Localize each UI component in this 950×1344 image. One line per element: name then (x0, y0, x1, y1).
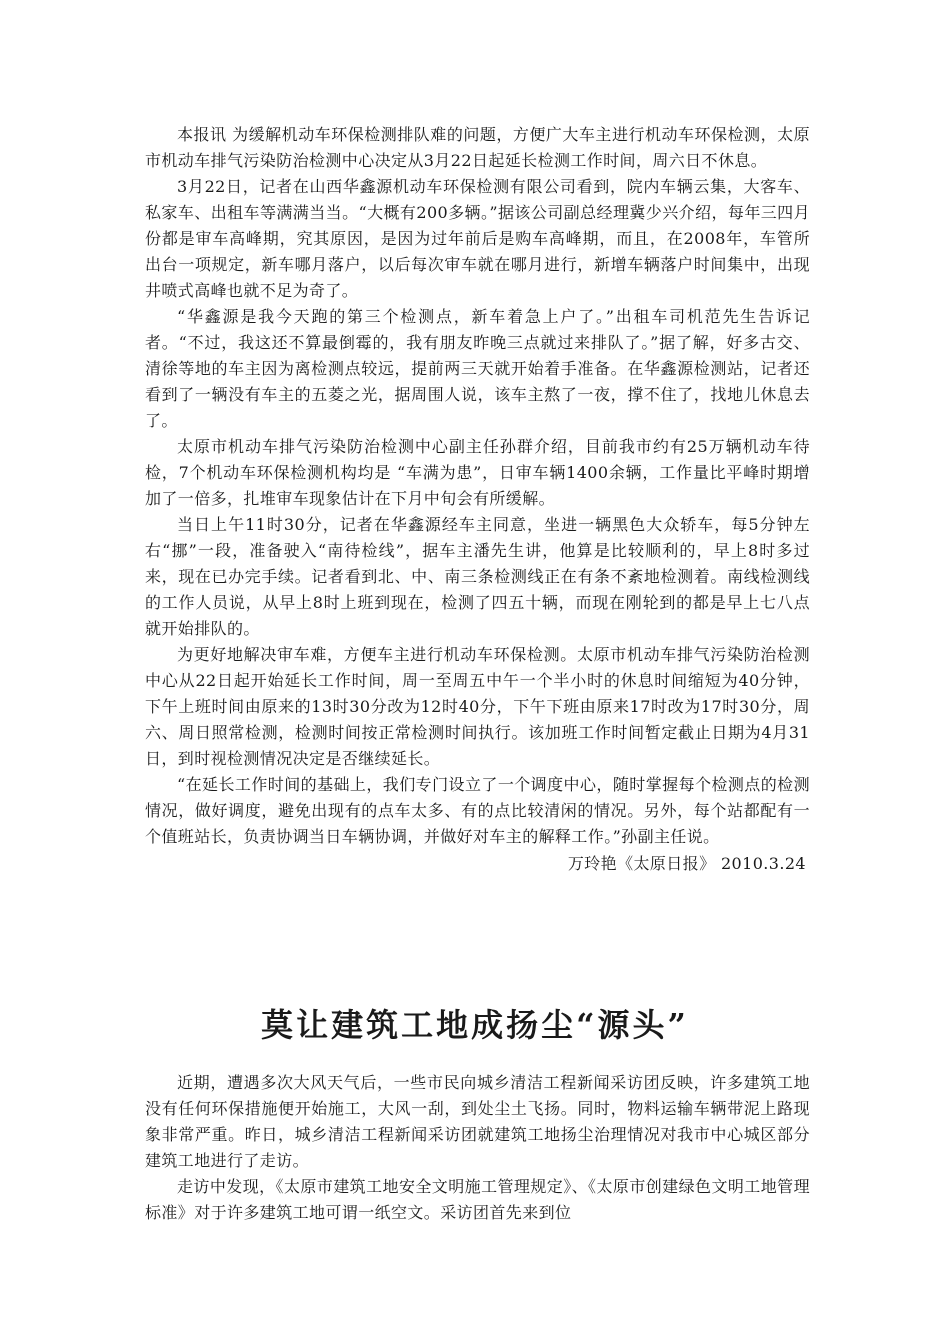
article-construction-dust (145, 1070, 810, 1226)
paragraph: 本报讯 为缓解机动车环保检测排队难的问题，方便广大车主进行机动车环保检测，太原市机动车排气污染防治检测中心决定从3月22日起延长检测工作时间，周六日不休息。 (145, 125, 810, 170)
paragraph: 太原市机动车排气污染防治检测中心副主任孙群介绍，目前我市约有25万辆机动车待检，7个机动车环保检测机构均是 “车满为患”，日审车辆1400余辆，工作量比平峰时期增加了一倍多，扎堆审车现象估计在下月中旬会有所缓解。 (145, 437, 810, 508)
paragraph: 走访中发现，《太原市建筑工地安全文明施工管理规定》、《太原市创建绿色文明工地管理标准》对于许多建筑工地可谓一纸空文。采访团首先来到位 (145, 1177, 810, 1222)
paragraph: 3月22日，记者在山西华鑫源机动车环保检测有限公司看到，院内车辆云集，大客车、私家车、出租车等满满当当。“大概有200多辆。”据该公司副总经理冀少兴介绍，每年三四月份都是审车高峰期，究其原因，是因为过年前后是购车高峰期，而且，在2008年，车管所出台一项规定，新车哪月落户，以后每次审车就在哪月进行，新增车辆落户时间集中，出现井喷式高峰也就不足为奇了。 (145, 177, 810, 300)
paragraph: “在延长工作时间的基础上，我们专门设立了一个调度中心，随时掌握每个检测点的检测情况，做好调度，避免出现有的点车太多、有的点比较清闲的情况。另外，每个站都配有一个值班站长，负责协调当日车辆协调，并做好对车主的解释工作。”孙副主任说。 (145, 775, 810, 846)
paragraph: 当日上午11时30分，记者在华鑫源经车主同意，坐进一辆黑色大众轿车，每5分钟左右“挪”一段，准备驶入“南待检线”，据车主潘先生讲，他算是比较顺利的，早上8时多过来，现在已办完手续。记者看到北、中、南三条检测线正在有条不紊地检测着。南线检测线的工作人员说，从早上8时上班到现在，检测了四五十辆，而现在刚轮到的都是早上七八点就开始排队的。 (145, 515, 810, 638)
article-headline: 莫让建筑工地成扬尘“源头” (261, 1006, 689, 1044)
paragraph: 为更好地解决审车难，方便车主进行机动车环保检测。太原市机动车排气污染防治检测中心从22日起开始延长工作时间，周一至周五中午一个半小时的休息时间缩短为40分钟，下午上班时间由原来的13时30分改为12时40分，下午下班由原来17时改为17时30分，周六、周日照常检测，检测时间按正常检测时间执行。该加班工作时间暂定截止日期为4月31日，到时视检测情况决定是否继续延长。 (145, 645, 810, 768)
article-vehicle-inspection (145, 122, 810, 877)
paragraph: “华鑫源是我今天跑的第三个检测点，新车着急上户了。”出租车司机范先生告诉记者。“不过，我这还不算最倒霉的，我有朋友昨晚三点就过来排队了。”据了解，好多古交、清徐等地的车主因为离检测点较远，提前两三天就开始着手准备。在华鑫源检测站，记者还看到了一辆没有车主的五菱之光，据周围人说，该车主熬了一夜，撑不住了，找地儿休息去了。 (145, 307, 810, 430)
paragraph: 近期，遭遇多次大风天气后，一些市民向城乡清洁工程新闻采访团反映，许多建筑工地没有任何环保措施便开始施工，大风一刮，到处尘土飞扬。同时，物料运输车辆带泥上路现象非常严重。昨日，城乡清洁工程新闻采访团就建筑工地扬尘治理情况对我市中心城区部分建筑工地进行了走访。 (145, 1073, 810, 1170)
byline: 万玲艳《太原日报》 2010.3.24 (567, 854, 806, 873)
